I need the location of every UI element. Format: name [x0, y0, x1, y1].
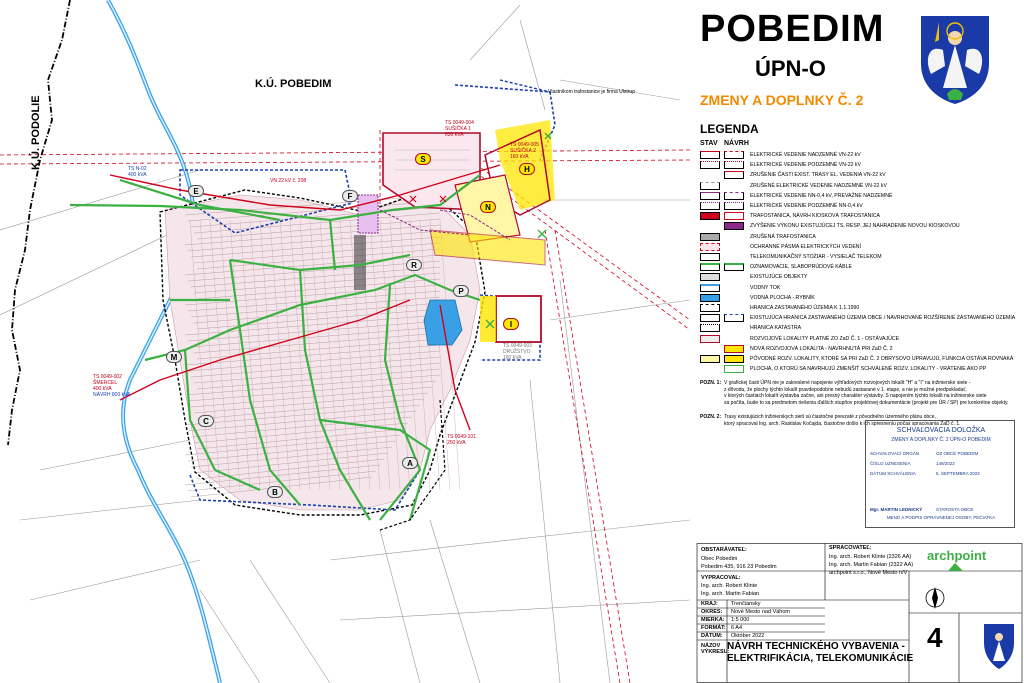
legend-symbol-proposal	[724, 202, 744, 210]
note-1-line: z dôvodu, že plochy týchto lokalít pravdepodobne nebudú zastavané v 1. etape, a nie je možné predpokladať,	[724, 386, 967, 393]
locality-marker-c: C	[198, 415, 214, 427]
legend-item-label: ROZVOJOVÉ LOKALITY PLATNÉ ZO ZaD Č. 1 - OSTÁVAJÚCE	[750, 335, 900, 342]
legend-symbol-state	[700, 284, 720, 292]
legend-item	[700, 232, 1020, 242]
locality-marker-a: A	[402, 457, 418, 469]
legend-symbol-proposal	[724, 182, 744, 190]
legend-title: LEGENDA	[700, 122, 759, 136]
note-1-line: v ktorých častiach lokalít výstavba začne, ani presný charakter výstavby. S napojením týchto lokalít na inžinierske siete	[724, 393, 987, 399]
ts-proposal: NÁVRH 800 kVA	[93, 392, 131, 398]
legend-item-label: EXISTUJÚCA HRANICA ZASTAVANÉHO ÚZEMIA OBCE / NAVRHOVANÉ ROZŠÍRENIE ZASTAVANÉHO ÚZEMIA	[750, 315, 1016, 322]
legend-item-label: ELEKTRICKÉ VEDENIE PODZEMNÉ NN-0,4 kV	[750, 203, 863, 209]
legend-item	[700, 181, 1020, 191]
legend-symbol-state	[700, 253, 720, 261]
ts-name: ŠMERCEL	[93, 380, 118, 386]
note-1-label: POZN. 1:	[700, 380, 722, 386]
owner-note: Vlastníkom trafostanice je firma Ulstrup	[548, 89, 635, 95]
ts-name: SUŠIČKA 1	[445, 126, 471, 132]
legend-item-label: HRANICA KATASTRA	[750, 325, 802, 332]
ts-id: TS 0049-005	[510, 142, 539, 148]
legend-symbol-state	[700, 212, 720, 220]
legend-symbol-proposal	[724, 161, 744, 169]
legend-item-label: EXISTUJÚCE OBJEKTY	[750, 274, 808, 281]
title-panel	[695, 0, 1024, 683]
legend-item-label: ZRUŠENÁ TRAFOSTANICA	[750, 233, 816, 240]
legend-symbol-state	[700, 233, 720, 241]
legend-symbol-state	[700, 192, 720, 200]
district-label: OKRES:	[701, 609, 723, 615]
ts-id: TS 0049-002	[93, 374, 122, 380]
approval-value: OZ OBCE POBEDIM	[936, 451, 979, 456]
approval-signer: Mgr. MARTIN LEDNICKÝ	[870, 507, 923, 512]
locality-marker-b: B	[267, 486, 283, 498]
legend-symbol-state	[700, 263, 720, 271]
ts-label-susicka-1	[445, 120, 474, 138]
legend-symbol-proposal	[724, 233, 744, 241]
ts-power: 400 kVA	[93, 386, 112, 392]
sheet-number: 4	[927, 622, 943, 653]
legend-symbol-state	[700, 355, 720, 363]
legend-item	[700, 334, 1020, 344]
approval-row	[870, 461, 1012, 466]
approval-caption: MENO A PODPIS OPRÁVNENEJ OSOBY, PEČIATKA	[886, 515, 996, 520]
ts-id: TS N-02	[128, 166, 147, 172]
legend-symbol-proposal	[724, 345, 744, 353]
legend-item-label: VODNÁ PLOCHA - RYBNÍK	[750, 294, 815, 301]
legend-symbol-proposal	[724, 212, 744, 220]
legend-item-label: ZRUŠENÉ ELEKTRICKÉ VEDENIE NADZEMNÉ VN-22 kV	[750, 182, 887, 189]
ts-power: 400 kVA	[128, 172, 147, 178]
ts-label-smercel	[93, 374, 130, 398]
legend-item-label: ELEKTRICKÉ VEDENIE NN-0,4 kV, PREVAŽNE NADZEMNÉ	[750, 192, 893, 199]
locality-marker-m: M	[166, 351, 182, 363]
ts-power: 250 kVA	[447, 440, 466, 446]
drawing-title-line-2: ELEKTRIFIKÁCIA, TELEKOMUNIKÁCIE	[727, 653, 914, 664]
processor-2: Ing. arch. Martin Fabian (2322 AA)	[829, 562, 914, 568]
note-2-line: Trasy existujúcich inžinierskych sietí sú čiastočne prevzaté z pôvodného územného plánu obce,	[724, 414, 936, 420]
note-1	[700, 380, 1018, 406]
legend-symbol-state	[700, 182, 720, 190]
processor-3: archpoint s.r.o., Nové Mesto n/V	[829, 570, 908, 576]
legend-item	[700, 272, 1020, 282]
archpoint-logo: archpoint	[927, 548, 987, 563]
approval-signer-row	[870, 507, 1012, 512]
client-label: OBSTARÁVATEĽ:	[701, 547, 747, 553]
legend-symbol-state	[700, 324, 720, 332]
legend-symbol-state	[700, 171, 720, 179]
region-label: KRAJ:	[701, 601, 718, 607]
approval-row	[870, 451, 1012, 456]
format-value: 6 A4	[731, 625, 743, 631]
ts-id: TS 0049-003	[503, 343, 532, 349]
legend-symbol-state	[700, 273, 720, 281]
drawing-title	[727, 641, 913, 665]
note-1-line: sa počíta, bude to sa predmetom riešenia ďalších stupňov projektovej dokumentácie (projekt pre ÚR / SP) pre konkrétne objekty.	[724, 399, 1009, 406]
ts-id: TS 0049-004	[445, 120, 474, 126]
legend-item-label: NOVÁ ROZVOJOVÁ LOKALITA - NAVRHNUTÁ PRI ZaD Č. 2	[750, 345, 893, 352]
legend-item-label: PLOCHA, O KTORÚ SA NAVRHUJÚ ZMENŠIŤ SCHVÁLENÉ ROZV. LOKALITY - VRÁTENIE AKO PP	[750, 366, 987, 373]
legend-item	[700, 252, 1020, 262]
legend-symbol-state	[700, 335, 720, 343]
approval-signer-role: STAROSTA OBCE	[936, 507, 974, 512]
legend-item	[700, 150, 1020, 160]
ts-label-n02	[128, 166, 147, 178]
legend-symbol-state	[700, 161, 720, 169]
district-value: Nové Mesto nad Váhom	[731, 609, 791, 615]
locality-marker-e: E	[188, 185, 204, 197]
legend-symbol-proposal	[724, 324, 744, 332]
legend-item-label: VODNÝ TOK	[750, 284, 781, 291]
ts-id: TS 0049-101	[447, 434, 476, 440]
date-value: Október 2022	[731, 633, 765, 639]
approval-clause	[865, 420, 1015, 528]
locality-marker-f: F	[342, 190, 358, 202]
approval-subtitle: ZMENY A DOPLNKY Č. 2 ÚPN-O POBEDIM	[891, 437, 991, 443]
legend-symbol-proposal	[724, 253, 744, 261]
legend-item	[700, 313, 1020, 323]
approval-value: 5. SEPTEMBRA 2022	[936, 471, 980, 476]
legend-symbol-proposal	[724, 294, 744, 302]
legend-item-label: HRANICA ZASTAVANÉHO ÚZEMIA K 1.1.1990	[750, 305, 860, 311]
note-2-line: ktorý spracoval Ing. arch. Rastislav Kočajda, čiastočne došlo k ich spresneniu počas spracovania ZaD č. 1.	[724, 420, 961, 427]
ts-label-susicka-2	[510, 142, 539, 160]
locality-marker-r: R	[406, 259, 422, 271]
scale-label: MIERKA:	[701, 617, 725, 623]
cadastre-label-pobedim: K.Ú. POBEDIM	[255, 78, 332, 90]
legend-item	[700, 242, 1020, 252]
legend-symbol-state	[700, 202, 720, 210]
legend-item	[700, 354, 1020, 364]
plan-title: ÚPN-O	[755, 56, 826, 81]
made-2: Ing. arch. Martin Fabian	[701, 591, 760, 597]
ts-name: SUŠIČKA 2	[510, 148, 536, 154]
legend-symbol-proposal	[724, 284, 744, 292]
processor-1: Ing. arch. Robert Klinte (2326 AA)	[829, 554, 912, 560]
legend-item-label: ZRUŠENIE ČASTI EXIST. TRASY EL. VEDENIA VN-22 kV	[750, 172, 886, 179]
legend-item	[700, 344, 1020, 354]
legend-symbol-proposal	[724, 151, 744, 159]
date-label: DÁTUM:	[701, 633, 723, 639]
legend-symbol-proposal	[724, 171, 744, 179]
legend-symbol-state	[700, 314, 720, 322]
change-title: ZMENY A DOPLNKY Č. 2	[700, 92, 864, 108]
approval-label: ČÍSLO UZNESENIA	[870, 461, 911, 466]
legend-symbol-proposal	[724, 314, 744, 322]
legend-item-label: ZVÝŠENIE VÝKONU EXISTUJÚCEJ TS, RESP. JEJ NAHRADENIE NOVOU KIOSKOVOU	[750, 223, 960, 230]
legend-symbol-state	[700, 222, 720, 230]
legend-item-label: OCHRANNÉ PÁSMA ELEKTRICKÝCH VEDENÍ	[750, 243, 861, 250]
legend-item-label: ELEKTRICKÉ VEDENIE NADZEMNÉ VN-22 kV	[750, 152, 861, 158]
legend-item	[700, 201, 1020, 211]
ts-label-101	[447, 434, 476, 446]
drawing-label: NÁZOV VÝKRESU:	[701, 643, 730, 655]
locality-marker-p: P	[453, 285, 469, 297]
legend-symbol-proposal	[724, 222, 744, 230]
compass-icon	[926, 587, 944, 609]
locality-marker-i: I	[503, 318, 519, 330]
legend-symbol-state	[700, 151, 720, 159]
legend-item-label: PÔVODNÉ ROZV. LOKALITY, KTORÉ SA PRI ZaD Č. 2 OBRYSOVO UPRAVUJÚ, FUNKCIA OSTÁVA ROVNAKÁ	[750, 356, 1014, 362]
town-title: POBEDIM	[700, 8, 885, 50]
legend-item	[700, 221, 1020, 231]
legend-symbol-state	[700, 345, 720, 353]
legend-col-state: STAV	[700, 140, 718, 147]
legend-item-label: ELEKTRICKÉ VEDENIE PODZEMNÉ VN-22 kV	[750, 162, 861, 169]
made-label: VYPRACOVAL:	[701, 575, 741, 581]
legend-symbol-proposal	[724, 304, 744, 312]
legend-item	[700, 303, 1020, 313]
legend-col-proposal: NÁVRH	[724, 140, 749, 147]
legend-symbol-state	[700, 243, 720, 251]
legend-item	[700, 293, 1020, 303]
client-address: Pobedim 435, 916 23 Pobedim	[701, 564, 777, 570]
legend-item-label: OZNAMOVACIE, SLABOPRÚDOVÉ KÁBLE	[750, 264, 852, 271]
legend-symbol-state	[700, 304, 720, 312]
legend-symbol-state	[700, 365, 720, 373]
legend-item	[700, 170, 1020, 180]
note-2-label: POZN. 2:	[700, 414, 722, 420]
legend-symbol-proposal	[724, 365, 744, 373]
note-1-line: V grafickej časti ÚPN nie je zakreslené napojenie výhľadových rozvojových lokalít "H" a "I" na inžinierske siete -	[724, 380, 971, 386]
legend-symbol-proposal	[724, 263, 744, 271]
locality-marker-n: N	[480, 201, 496, 213]
ts-power: 160 kVA	[510, 154, 529, 160]
coat-of-arms-icon	[917, 14, 993, 106]
legend-item	[700, 191, 1020, 201]
scale-value: 1:5 000	[731, 617, 750, 623]
vn-line-label: VN 22 kV č. 208	[270, 178, 307, 184]
legend-item-label: TELEKOMUNIKAČNÝ STOŽIAR - VYSIELAČ TELEKOM	[750, 254, 882, 260]
ts-name: DRUŽSTVO	[503, 349, 531, 355]
ts-label-druzstvo	[503, 343, 532, 361]
legend-item-label: TRAFOSTANICA, NÁVRH KIOSKOVÁ TRAFOSTANICA	[750, 213, 880, 220]
client-name: Obec Pobedim	[701, 556, 738, 562]
cadastre-label-podolie: K.Ú. PODOLIE	[30, 95, 42, 170]
locality-i-area	[496, 296, 541, 342]
ts-power: 630 kVA	[445, 132, 464, 138]
legend-symbol-proposal	[724, 273, 744, 281]
approval-label: DÁTUM SCHVÁLENIA	[870, 471, 916, 476]
locality-marker-s: S	[415, 153, 431, 165]
legend-item	[700, 160, 1020, 170]
format-label: FORMÁT:	[701, 625, 726, 631]
approval-label: SCHVAĽOVACÍ ORGÁN	[870, 451, 920, 456]
legend-item	[700, 364, 1020, 374]
ts-power: 160 kVA	[503, 355, 522, 361]
legend-symbol-proposal	[724, 335, 744, 343]
approval-title: SCHVAĽOVACIA DOLOŽKA	[896, 427, 986, 434]
legend-symbol-proposal	[724, 192, 744, 200]
legend-item	[700, 323, 1020, 333]
approval-value: 149/2022	[936, 461, 955, 466]
approval-row	[870, 471, 1012, 476]
legend-symbol-proposal	[724, 355, 744, 363]
made-1: Ing. arch. Robert Klinte	[701, 583, 758, 589]
legend-symbol-proposal	[724, 243, 744, 251]
legend-item	[700, 283, 1020, 293]
drawing-title-line-1: NÁVRH TECHNICKÉHO VYBAVENIA -	[727, 641, 905, 652]
locality-marker-h: H	[519, 163, 535, 175]
region-value: Trenčiansky	[731, 601, 761, 607]
legend-item	[700, 262, 1020, 272]
processor-label: SPRACOVATEĽ:	[829, 545, 872, 551]
legend-symbol-state	[700, 294, 720, 302]
legend-item	[700, 211, 1020, 221]
